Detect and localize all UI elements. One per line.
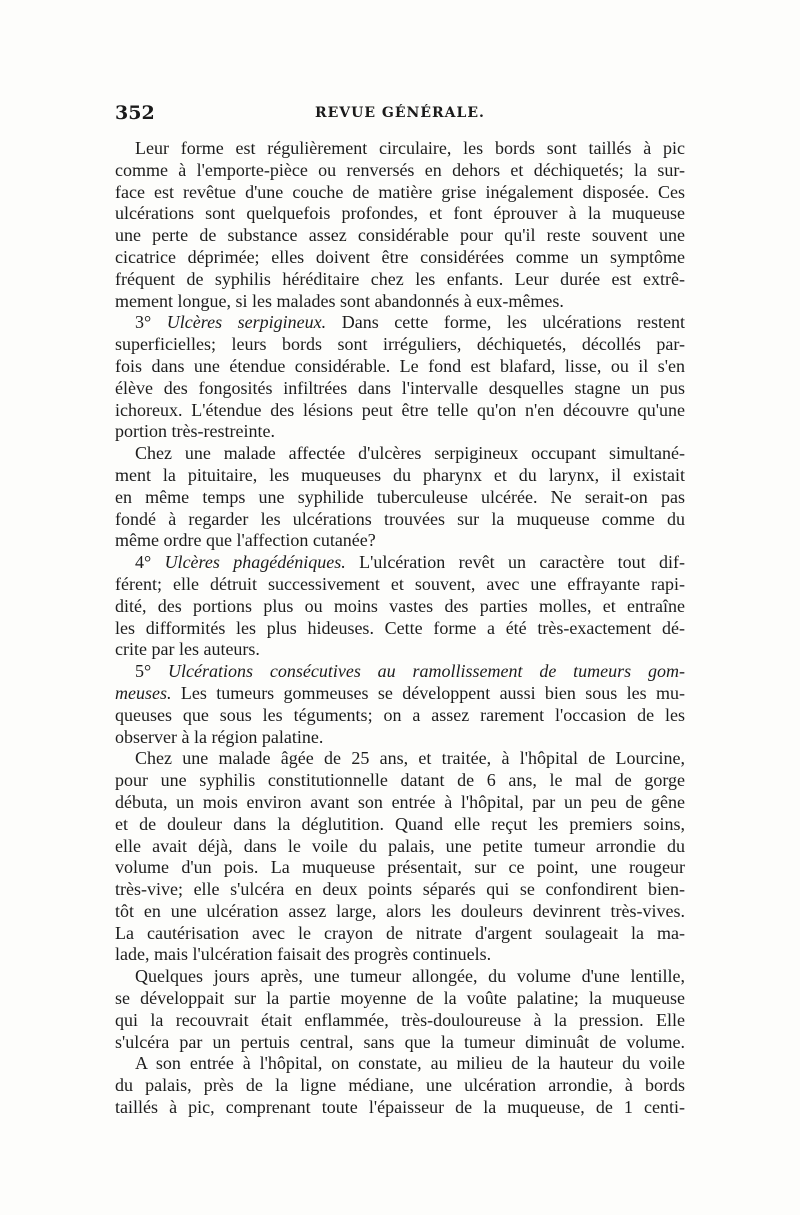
line-text: ulcérations sont quelquefois profondes, et font éprouver à la muqueuse bbox=[115, 203, 685, 224]
line-text: en même temps une syphilide tuberculeuse ulcérée. Ne serait-on pas bbox=[115, 486, 685, 507]
text-line bbox=[115, 443, 685, 465]
line-text: dité, des portions plus ou moins vastes des parties molles, et entraîne bbox=[115, 595, 685, 616]
text-line bbox=[115, 792, 685, 814]
text-line bbox=[115, 596, 685, 618]
text-line bbox=[115, 203, 685, 225]
text-line bbox=[115, 138, 685, 160]
text-line bbox=[115, 247, 685, 269]
line-text: comme à l'emporte-pièce ou renversés en dehors et déchiquetés; la sur- bbox=[115, 159, 685, 180]
section-number: 4° bbox=[135, 552, 165, 573]
line-text: élève des fongosités infiltrées dans l'intervalle desquelles stagne un pus bbox=[115, 377, 685, 398]
line-text: fréquent de syphilis héréditaire chez les enfants. Leur durée est extrê- bbox=[115, 268, 685, 289]
line-text: Quelques jours après, une tumeur allongée, du volume d'une lentille, bbox=[135, 966, 685, 987]
text-line bbox=[115, 421, 685, 443]
line-text: volume d'un pois. La muqueuse présentait, sur ce point, une rougeur bbox=[115, 857, 685, 878]
line-text: se développait sur la partie moyenne de la voûte palatine; la muqueuse bbox=[115, 988, 685, 1009]
text-line bbox=[115, 269, 685, 291]
line-text: portion très-restreinte. bbox=[115, 421, 275, 442]
text-line bbox=[115, 966, 685, 988]
section-heading: meuses. bbox=[115, 682, 172, 703]
text-line bbox=[115, 487, 685, 509]
text-line bbox=[115, 1032, 685, 1054]
body-text bbox=[115, 138, 685, 1119]
section-number: 3° bbox=[135, 312, 167, 333]
text-line bbox=[115, 1053, 685, 1075]
line-text: les difformités les plus hideuses. Cette forme a été très-exactement dé- bbox=[115, 617, 685, 638]
text-line bbox=[115, 748, 685, 770]
text-line bbox=[115, 836, 685, 858]
section-number: 5° bbox=[135, 661, 169, 682]
text-line bbox=[115, 814, 685, 836]
line-text: Chez une malade âgée de 25 ans, et traitée, à l'hôpital de Lourcine, bbox=[135, 748, 685, 769]
line-text: La cautérisation avec le crayon de nitrate d'argent soulageait la ma- bbox=[115, 922, 685, 943]
text-line bbox=[115, 465, 685, 487]
text-line bbox=[115, 879, 685, 901]
running-title: REVUE GÉNÉRALE. bbox=[315, 105, 485, 121]
line-text: lade, mais l'ulcération faisait des progrès continuels. bbox=[115, 944, 492, 965]
line-text: Chez une malade affectée d'ulcères serpigineux occupant simultané- bbox=[135, 443, 685, 464]
text-line bbox=[115, 400, 685, 422]
text-line bbox=[115, 291, 685, 313]
section-heading: Ulcères serpigineux. bbox=[166, 312, 327, 333]
line-text: très-vive; elle s'ulcéra en deux points séparés qui se confondirent bien- bbox=[115, 879, 685, 900]
line-text: face est revêtue d'une couche de matière grise inégalement disposée. Ces bbox=[115, 181, 685, 202]
line-text: du palais, près de la ligne médiane, une ulcération arrondie, à bords bbox=[115, 1075, 685, 1096]
line-text: mement longue, si les malades sont abandonnés à eux-mêmes. bbox=[115, 290, 564, 311]
text-line bbox=[115, 530, 685, 552]
text-line bbox=[115, 705, 685, 727]
text-line bbox=[115, 378, 685, 400]
line-text: tôt en une ulcération assez large, alors les douleurs devinrent très-vives. bbox=[115, 900, 685, 921]
line-text: Leur forme est régulièrement circulaire, les bords sont taillés à pic bbox=[135, 138, 685, 158]
text-line bbox=[115, 356, 685, 378]
text-line bbox=[115, 509, 685, 531]
text-line bbox=[115, 618, 685, 640]
text-line bbox=[115, 1010, 685, 1032]
text-line bbox=[115, 901, 685, 923]
line-text: fondé à regarder les ulcérations trouvées sur la muqueuse comme du bbox=[115, 508, 685, 529]
page-header bbox=[115, 102, 685, 126]
line-text: ment la pituitaire, les muqueuses du pharynx et du larynx, il existait bbox=[115, 464, 685, 485]
line-text: ichoreux. L'étendue des lésions peut être telle qu'on n'en découvre qu'une bbox=[115, 399, 685, 420]
text-line bbox=[115, 160, 685, 182]
page-number: 352 bbox=[115, 102, 155, 124]
text-line bbox=[115, 923, 685, 945]
text-line bbox=[115, 727, 685, 749]
line-text: taillés à pic, comprenant toute l'épaisseur de la muqueuse, de 1 centi- bbox=[115, 1097, 685, 1118]
text-line bbox=[115, 312, 685, 334]
text-line bbox=[115, 639, 685, 661]
line-text: A son entrée à l'hôpital, on constate, au milieu de la hauteur du voile bbox=[135, 1053, 685, 1074]
text-line bbox=[115, 661, 685, 683]
text-line bbox=[115, 988, 685, 1010]
text-line bbox=[115, 857, 685, 879]
section-heading: Ulcères phagédéniques. bbox=[164, 552, 346, 573]
text-line bbox=[115, 770, 685, 792]
text-line bbox=[115, 334, 685, 356]
text-line bbox=[115, 1075, 685, 1097]
line-text: s'ulcéra par un pertuis central, sans que la tumeur diminuât de volume. bbox=[115, 1031, 685, 1052]
line-text: queuses que sous les téguments; on a assez rarement l'occasion de les bbox=[115, 704, 685, 725]
line-text: pour une syphilis constitutionnelle datant de 6 ans, le mal de gorge bbox=[115, 770, 685, 791]
line-text: férent; elle détruit successivement et souvent, avec une effrayante rapi- bbox=[115, 573, 685, 594]
line-text: superficielles; leurs bords sont irréguliers, déchiquetés, décollés par- bbox=[115, 334, 685, 355]
line-text: Les tumeurs gommeuses se développent aussi bien sous les mu- bbox=[171, 682, 685, 703]
text-line bbox=[115, 1097, 685, 1119]
line-text: débuta, un mois environ avant son entrée à l'hôpital, par un peu de gêne bbox=[115, 791, 685, 812]
text-line bbox=[115, 944, 685, 966]
text-line bbox=[115, 225, 685, 247]
line-text: cicatrice déprimée; elles doivent être considérées comme un symptôme bbox=[115, 246, 685, 267]
line-text: L'ulcération revêt un caractère tout dif- bbox=[345, 552, 685, 573]
text-line bbox=[115, 574, 685, 596]
line-text: fois dans une étendue considérable. Le fond est blafard, lisse, ou il s'en bbox=[115, 355, 685, 376]
line-text: même ordre que l'affection cutanée? bbox=[115, 530, 376, 551]
section-heading: Ulcérations consécutives au ramollissement de tumeurs gom- bbox=[168, 661, 685, 682]
line-text: Dans cette forme, les ulcérations restent bbox=[326, 312, 685, 333]
text-line bbox=[115, 552, 685, 574]
line-text: elle avait déjà, dans le voile du palais, une petite tumeur arrondie du bbox=[115, 835, 685, 856]
text-line bbox=[115, 683, 685, 705]
line-text: et de douleur dans la déglutition. Quand elle reçut les premiers soins, bbox=[115, 813, 685, 834]
text-line bbox=[115, 182, 685, 204]
line-text: crite par les auteurs. bbox=[115, 639, 260, 660]
line-text: une perte de substance assez considérable pour qu'il reste souvent une bbox=[115, 225, 685, 246]
line-text: qui la recouvrait était enflammée, très-douloureuse à la pression. Elle bbox=[115, 1009, 685, 1030]
line-text: observer à la région palatine. bbox=[115, 726, 324, 747]
